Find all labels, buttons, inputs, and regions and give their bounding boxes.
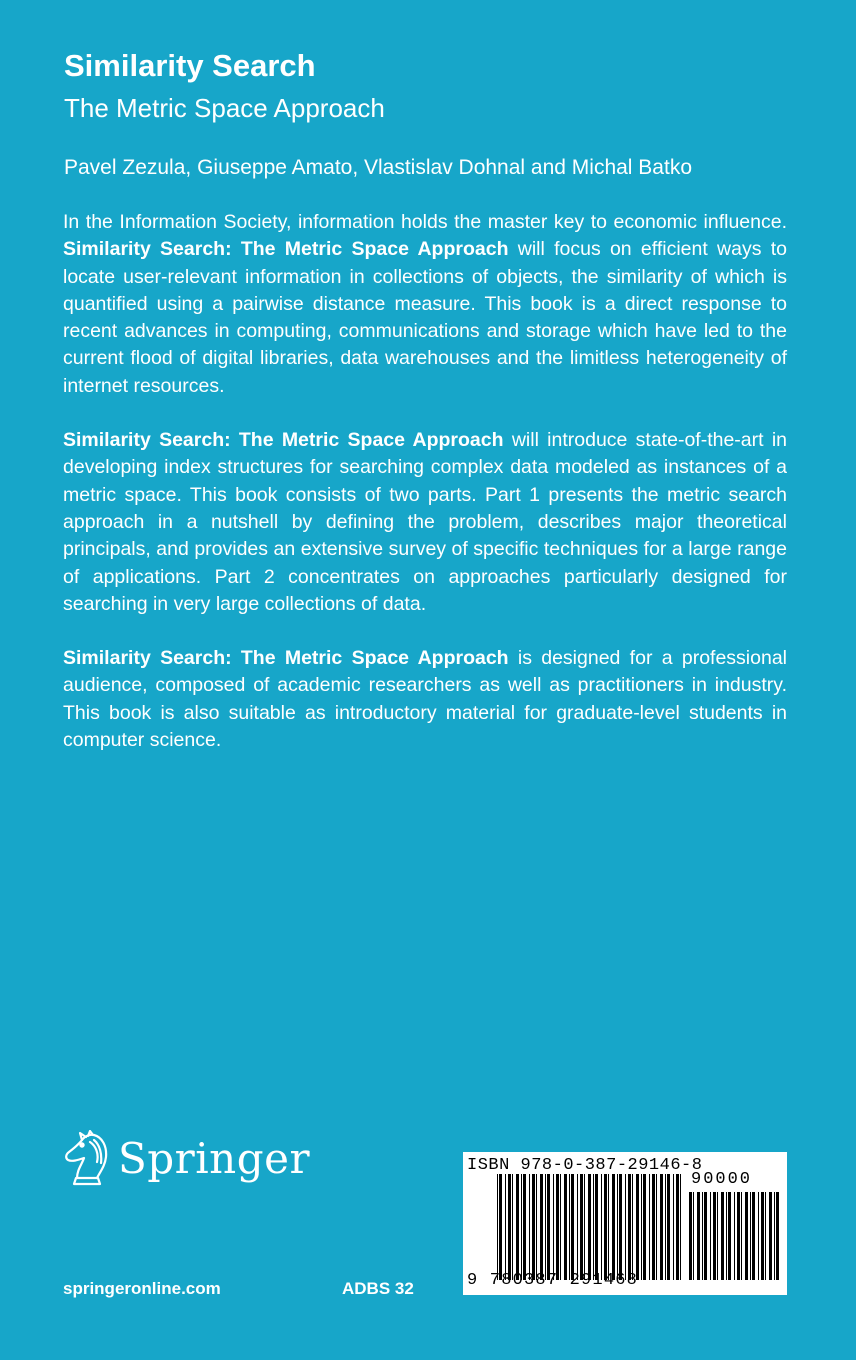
barcode-bar — [734, 1192, 735, 1280]
barcode-bar — [625, 1174, 626, 1280]
barcode-bar — [612, 1174, 615, 1280]
barcode-bar — [560, 1174, 561, 1280]
barcode-bar — [761, 1192, 764, 1280]
isbn-barcode — [463, 1152, 787, 1295]
paragraph-2-text: will introduce state-of-the-art in developing index structures for searching complex data modeled as instances of a metric space. This book consists of two parts. Part 1 presents the metric search approach in a nutshell by defining the problem, describes major theoretical principals, and provides an extensive survey of specific techniques for a large range of applications. Part 2 concentrates on approaches particularly designed for searching in very large collections of data. — [63, 429, 788, 615]
series-number: ADBS 32 — [342, 1279, 414, 1298]
description-paragraph-2 — [63, 427, 787, 618]
barcode-bar — [758, 1192, 759, 1280]
book-authors: Pavel Zezula, Giuseppe Amato, Vlastislav Dohnal and Michal Batko — [64, 156, 693, 179]
barcode-bar — [745, 1192, 748, 1280]
barcode-bar — [553, 1174, 554, 1280]
barcode-bar — [508, 1174, 511, 1280]
barcode-bar — [564, 1174, 567, 1280]
barcode-bar — [737, 1192, 740, 1280]
barcode-bar — [584, 1174, 585, 1280]
barcode-bar — [693, 1192, 694, 1280]
ean-digits-label: 9 780387 291468 — [467, 1271, 639, 1290]
book-description — [63, 209, 787, 781]
barcode-bar — [608, 1174, 609, 1280]
barcode-bar — [595, 1174, 598, 1280]
barcode-bar — [697, 1192, 700, 1280]
paragraph-3-text: is designed for a professional audience, composed of academic researchers as well as practitioners in industry. This book is also suitable as introductory material for graduate-level students in computer science. — [63, 647, 787, 752]
barcode-bar — [632, 1174, 633, 1280]
barcode-bar — [617, 1174, 618, 1280]
book-title: Similarity Search — [64, 48, 316, 83]
springer-logo — [60, 1127, 310, 1191]
barcode-bar — [676, 1174, 679, 1280]
barcode-bar — [665, 1174, 666, 1280]
book-subtitle: The Metric Space Approach — [64, 93, 385, 123]
barcode-bar — [750, 1192, 751, 1280]
barcode-bar — [741, 1192, 742, 1280]
barcode-bar — [529, 1174, 530, 1280]
barcode-bar — [636, 1174, 639, 1280]
barcode-bar — [710, 1192, 711, 1280]
description-paragraph-1 — [63, 209, 787, 400]
paragraph-1-text-end: will focus on efficient ways to locate user-relevant information in collections of objects, the similarity of which is quantified using a pairwise distance measure. This book is a direct response to recent advances in computing, communications and storage which have led to the current flood of digital libraries, data warehouses and the limitless heterogeneity of internet resources. — [63, 238, 787, 397]
description-paragraph-3 — [63, 645, 787, 754]
barcode-bar — [713, 1192, 716, 1280]
barcode-bar — [656, 1174, 657, 1280]
barcode-bar — [512, 1174, 513, 1280]
barcode-bar — [689, 1192, 692, 1280]
barcode-bar — [588, 1174, 591, 1280]
barcode-bar — [523, 1174, 526, 1280]
barcode-bar — [521, 1174, 522, 1280]
knight-chess-piece-icon — [60, 1130, 112, 1188]
barcode-bar — [536, 1174, 537, 1280]
barcode-bar — [652, 1174, 655, 1280]
barcode-bar — [571, 1174, 574, 1280]
barcode-bar — [540, 1174, 543, 1280]
barcode-bar — [680, 1174, 681, 1280]
publisher-website: springeronline.com — [63, 1279, 221, 1298]
barcode-bar — [769, 1192, 772, 1280]
barcode-bar — [643, 1174, 646, 1280]
paragraph-2-book-title: Similarity Search: The Metric Space Approach — [63, 429, 504, 452]
publisher-name: Springer — [118, 1134, 311, 1183]
barcode-bar — [577, 1174, 578, 1280]
barcode-bar — [569, 1174, 570, 1280]
barcode-bar — [580, 1174, 583, 1280]
barcode-bar — [499, 1174, 502, 1280]
barcode-bar — [649, 1174, 650, 1280]
barcode-bar — [717, 1192, 718, 1280]
barcode-bar — [774, 1192, 775, 1280]
barcode-bar — [776, 1192, 779, 1280]
barcode-bar — [667, 1174, 670, 1280]
barcode-bar — [641, 1174, 642, 1280]
barcode-bar — [619, 1174, 622, 1280]
barcode-bar — [673, 1174, 674, 1280]
barcode-bar — [660, 1174, 663, 1280]
barcode-bar — [721, 1192, 724, 1280]
barcode-bar — [752, 1192, 755, 1280]
price-code-label: 90000 — [691, 1170, 753, 1189]
paragraph-3-book-title: Similarity Search: The Metric Space Approach — [63, 647, 509, 670]
barcode-bar — [532, 1174, 535, 1280]
barcode-bar — [765, 1192, 766, 1280]
barcode-bar — [545, 1174, 546, 1280]
paragraph-1-text-start: In the Information Society, information holds the master key to economic influence. — [63, 211, 787, 233]
barcode-bar — [702, 1192, 703, 1280]
barcode-bar — [505, 1174, 506, 1280]
barcode-bar — [516, 1174, 519, 1280]
barcode-bar — [604, 1174, 607, 1280]
barcode-bar — [556, 1174, 559, 1280]
barcode-bar — [728, 1192, 731, 1280]
barcode-bar — [726, 1192, 727, 1280]
barcode-bar — [601, 1174, 602, 1280]
barcode-bar — [704, 1192, 707, 1280]
barcode-bar — [628, 1174, 631, 1280]
paragraph-1-book-title: Similarity Search: The Metric Space Approach — [63, 238, 509, 261]
barcode-bar — [497, 1174, 498, 1280]
barcode-bar — [547, 1174, 550, 1280]
isbn-label: ISBN 978-0-387-29146-8 — [467, 1156, 703, 1175]
barcode-bar — [593, 1174, 594, 1280]
